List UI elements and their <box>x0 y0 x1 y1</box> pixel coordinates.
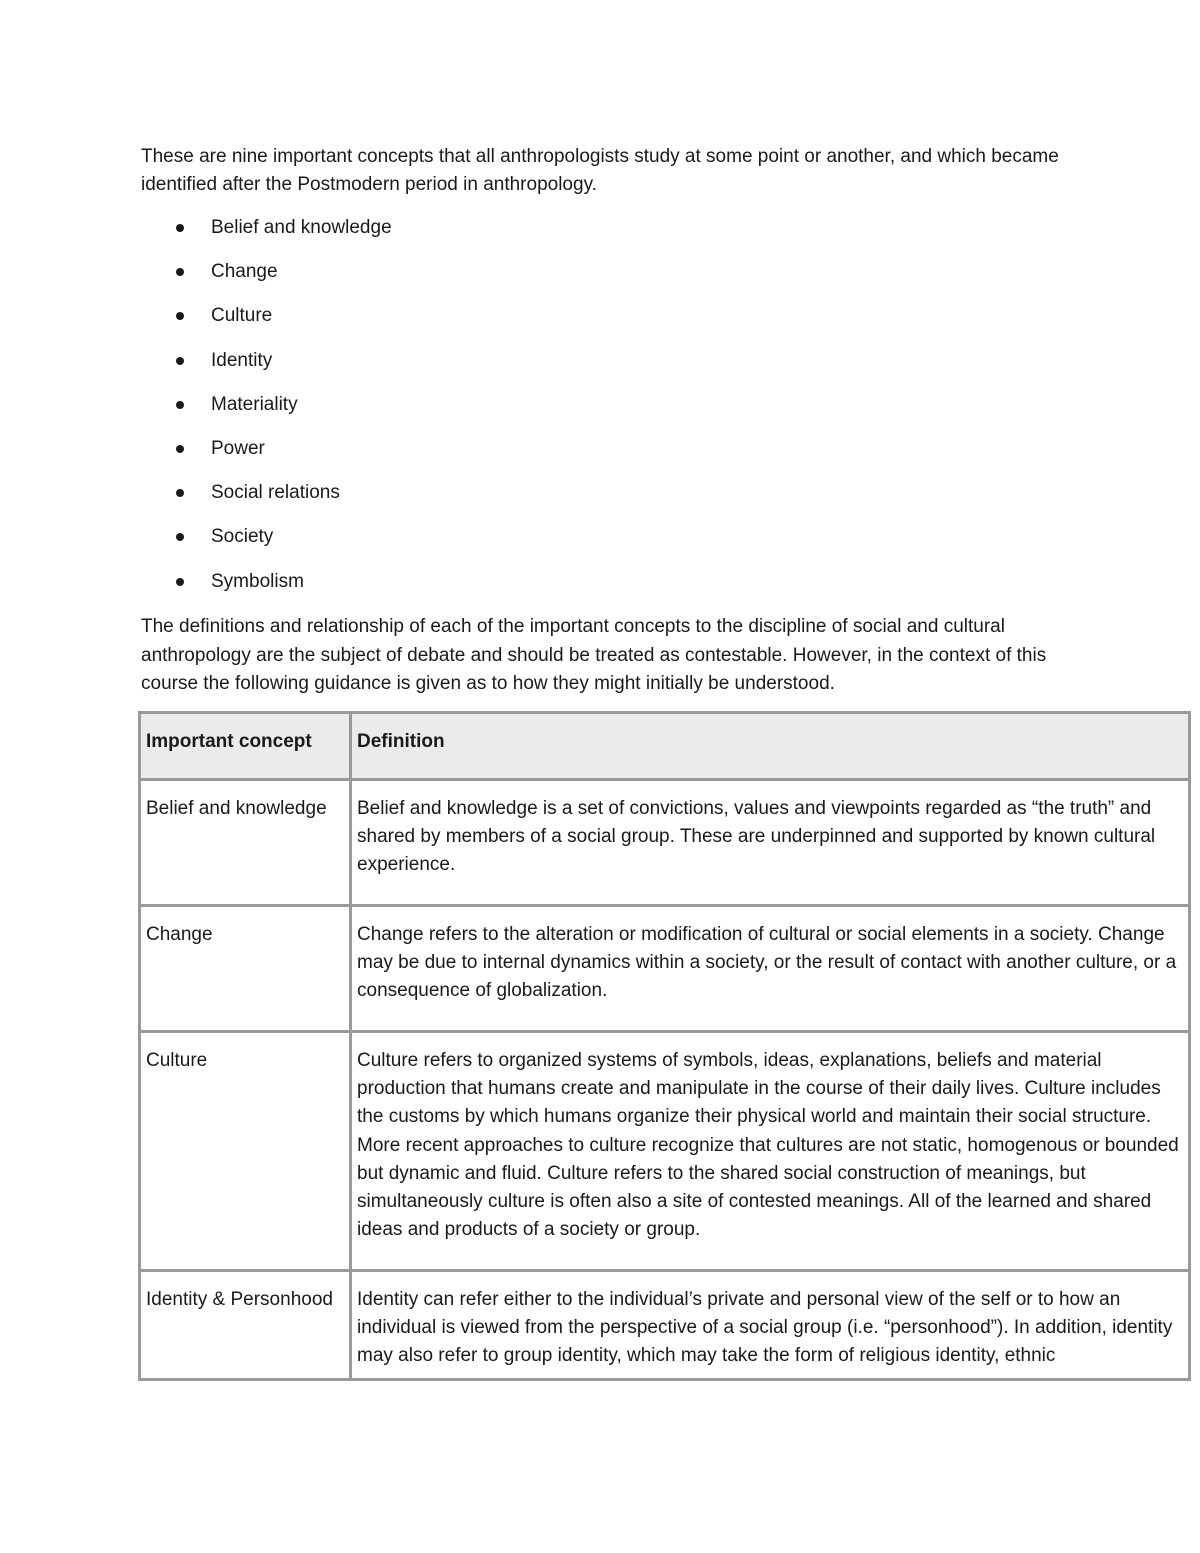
bullet-icon <box>176 578 184 586</box>
list-item <box>141 478 392 522</box>
table-header-row <box>140 713 1190 780</box>
list-item-label: Change <box>211 261 278 283</box>
table-row <box>140 1032 1190 1271</box>
bullet-icon <box>176 445 184 453</box>
list-item <box>141 346 392 390</box>
definition-cell: Culture refers to organized systems of symbols, ideas, explanations, beliefs and material production that humans create and manipulate in the course of their daily lives. Culture includes the customs by which humans organize their physical world and maintain their social structure. More recent approaches to culture recognize that cultures are not static, homogenous or bounded but dynamic and fluid. Culture refers to the shared social construction of meanings, but simultaneously culture is often also a site of contested meanings. All of the learned and shared ideas and products of a society or group. <box>351 1032 1190 1271</box>
list-item-label: Culture <box>211 305 273 327</box>
definition-cell: Identity can refer either to the individual’s private and personal view of the self or to how an individual is viewed from the perspective of a social group (i.e. “personhood”). In addition, identity may also refer to group identity, which may take the form of religious identity, ethnic <box>351 1271 1190 1380</box>
list-item-label: Society <box>211 526 274 548</box>
list-item-label: Social relations <box>211 482 340 504</box>
bullet-icon <box>176 312 184 320</box>
concepts-bullet-list <box>141 213 392 611</box>
concept-cell: Change <box>140 906 351 1032</box>
bullet-icon <box>176 357 184 365</box>
intro-paragraph: These are nine important concepts that all anthropologists study at some point or another, and which became identified after the Postmodern period in anthropology. <box>141 146 1059 195</box>
list-item <box>141 434 392 478</box>
definition-cell: Change refers to the alteration or modification of cultural or social elements in a society. Change may be due to internal dynamics within a society, or the result of contact with another culture, or a consequence of globalization. <box>351 906 1190 1032</box>
list-item-label: Symbolism <box>211 570 304 592</box>
list-item <box>141 567 392 611</box>
bullet-icon <box>176 533 184 541</box>
table-row <box>140 1271 1190 1380</box>
list-item <box>141 257 392 301</box>
list-item <box>141 301 392 345</box>
bullet-icon <box>176 268 184 276</box>
list-item-label: Belief and knowledge <box>211 217 392 238</box>
column-header-concept: Important concept <box>140 713 351 780</box>
table-row <box>140 780 1190 906</box>
guidance-paragraph: The definitions and relationship of each of the important concepts to the discipline of social and cultural anthropology are the subject of debate and should be treated as contestable. However, in the context of this course the following guidance is given as to how they might initially be understood. <box>141 616 1047 694</box>
bullet-icon <box>176 489 184 497</box>
concept-cell: Culture <box>140 1032 351 1271</box>
list-item <box>141 390 392 434</box>
list-item-label: Power <box>211 437 265 459</box>
list-item-label: Materiality <box>211 393 298 415</box>
concept-cell: Identity & Personhood <box>140 1271 351 1380</box>
list-item <box>141 213 392 257</box>
bullet-icon <box>176 224 184 232</box>
bullet-icon <box>176 401 184 409</box>
list-item <box>141 522 392 566</box>
list-item-label: Identity <box>211 349 273 371</box>
concepts-definition-table <box>138 711 1191 1381</box>
column-header-definition: Definition <box>351 713 1190 780</box>
concept-cell: Belief and knowledge <box>140 780 351 906</box>
definition-cell: Belief and knowledge is a set of convictions, values and viewpoints regarded as “the truth” and shared by members of a social group. These are underpinned and supported by known cultural experience. <box>351 780 1190 906</box>
table-row <box>140 906 1190 1032</box>
